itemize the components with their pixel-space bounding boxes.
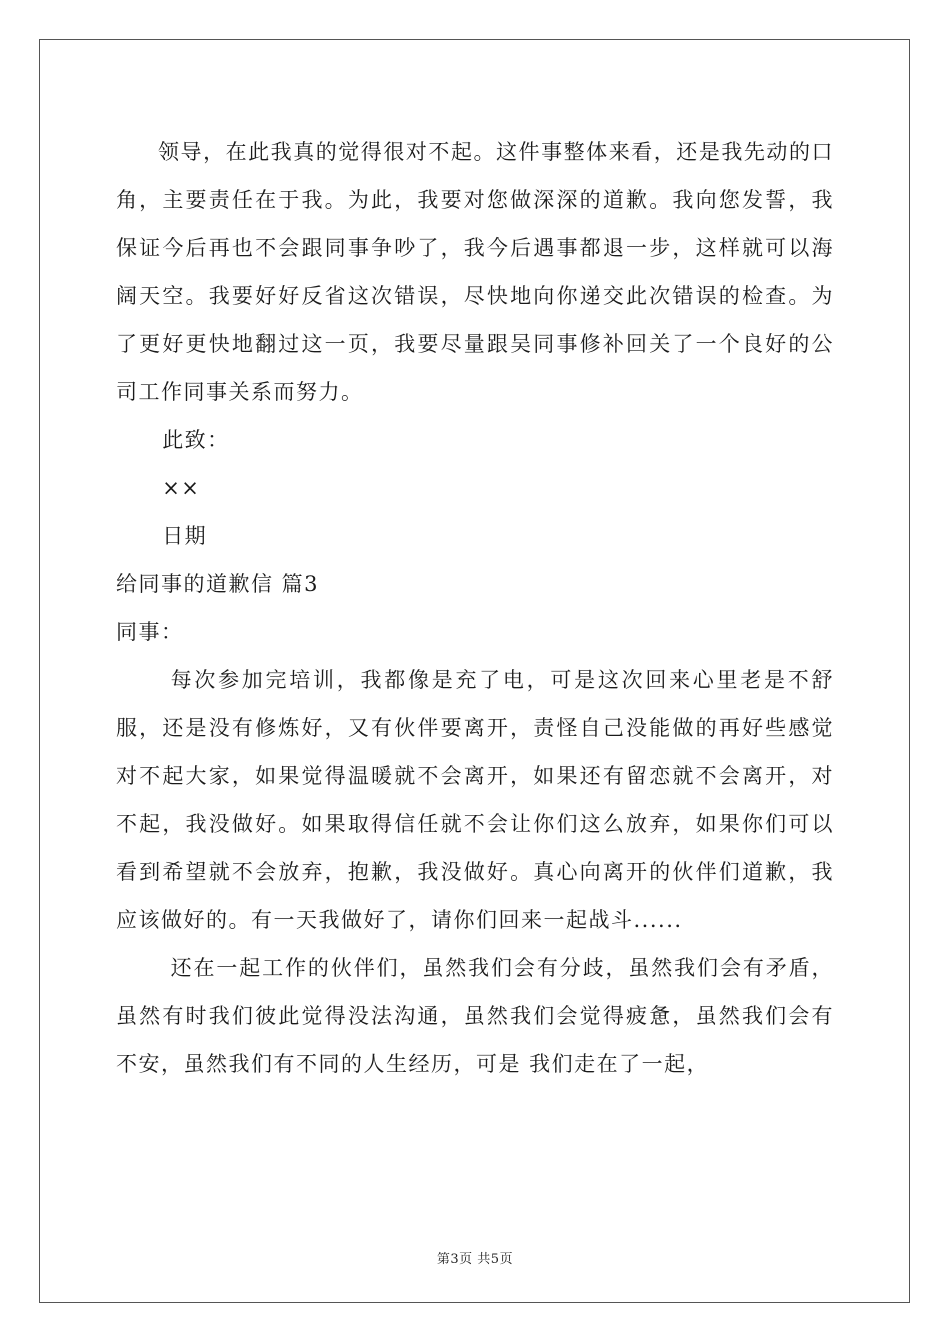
closing-line: 此致： xyxy=(162,428,230,452)
section-title: 给同事的道歉信 篇3 xyxy=(116,572,320,596)
document-body xyxy=(116,128,834,1088)
signature-line: ×× xyxy=(162,476,201,500)
page-number-footer: 第3页 共5页 xyxy=(436,1252,514,1267)
date-line: 日期 xyxy=(162,524,208,548)
paragraph-training: 每次参加完培训，我都像是充了电，可是这次回来心里老是不舒服，还是没有修炼好，又有伙伴要离开，责怪自己没能做的再好些感觉对不起大家，如果觉得温暖就不会离开，如果还有留恋就不会离开，对不起，我没做好。如果取得信任就不会让你们这么放弃，如果你们可以看到希望就不会放弃，抱歉，我没做好。真心向离开的伙伴们道歉，我应该做好的。有一天我做好了，请你们回来一起战斗...... xyxy=(116,668,834,932)
paragraph-apology-to-leader: 领导，在此我真的觉得很对不起。这件事整体来看，还是我先动的口角，主要责任在于我。为此，我要对您做深深的道歉。我向您发誓，我保证今后再也不会跟同事争吵了，我今后遇事都退一步，这样就可以海阔天空。我要好好反省这次错误，尽快地向你递交此次错误的检查。为了更好更快地翻过这一页，我要尽量跟吴同事修补回关了一个良好的公司工作同事关系而努力。 xyxy=(116,140,834,404)
paragraph-partners: 还在一起工作的伙伴们，虽然我们会有分歧，虽然我们会有矛盾，虽然有时我们彼此觉得没法沟通，虽然我们会觉得疲惫，虽然我们会有不安，虽然我们有不同的人生经历，可是 我们走在了一起， xyxy=(116,956,834,1076)
salutation: 同事： xyxy=(116,620,184,644)
